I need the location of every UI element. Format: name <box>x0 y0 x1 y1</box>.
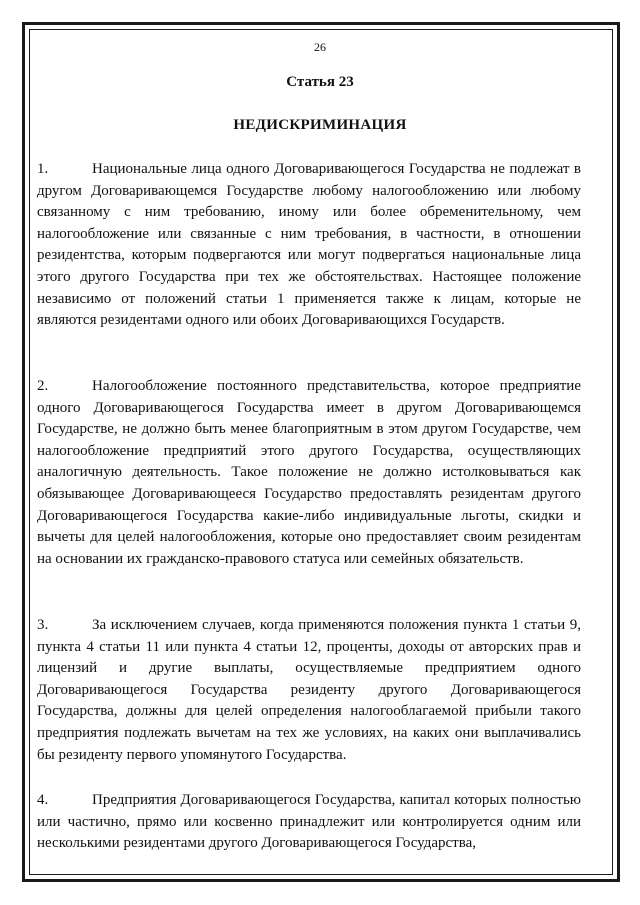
page-number: 26 <box>314 40 326 54</box>
paragraph-4-number: 4. <box>37 792 49 808</box>
paragraph-2-text: Налогообложение постоянного представительства, которое предприятие одного Договаривающегося Государства имеет в другом Договаривающемся Государстве, не должно быть менее благоприятным в этом другом Государстве, чем налогообложение предприятий этого другого Государства, осуществляющих аналогичную деятельность. Такое положение не должно истолковываться как обязывающее Договаривающееся Государство предоставлять резидентам другого Договаривающегося Государства какие-либо индивидуальные льготы, скидки и вычеты для целей налогообложения, которые оно предоставляет своим резидентам на основании их гражданско-правового статуса или семейных обязательств. <box>37 378 581 567</box>
paragraph-3-number: 3. <box>37 617 49 633</box>
paragraph-3-text: За исключением случаев, когда применяются положения пункта 1 статьи 9, пункта 4 статьи 11 или пункта 4 статьи 12, проценты, доходы от авторских прав и лицензий и другие выплаты, осуществляемые предприятием одного Договаривающегося Государства резиденту другого Договаривающегося Государства, должны для целей определения налогооблагаемой прибыли такого предприятия подлежать вычетам на тех же условиях, на каких они выплачивались бы резиденту первого упомянутого Государства. <box>37 617 581 763</box>
paragraph-3 <box>37 615 581 766</box>
paragraph-2-number: 2. <box>37 378 49 394</box>
paragraph-1-text: Национальные лица одного Договаривающегося Государства не подлежат в другом Договаривающемся Государстве любому налогообложению или любому связанному с ним требованию, иному или более обременительному, чем налогообложение или связанные с ним требования, в частности, в отношении резидентства, которым подвергаются или могут подвергаться национальные лица этого другого Государства при тех же обстоятельствах. Настоящее положение независимо от положений статьи 1 применяется также к лицам, которые не являются резидентами одного или обоих Договаривающихся Государств. <box>37 161 581 329</box>
article-title: НЕДИСКРИМИНАЦИЯ <box>233 117 407 133</box>
paragraph-2 <box>37 376 581 570</box>
paragraph-4-text: Предприятия Договаривающегося Государства, капитал которых полностью или частично, прямо или косвенно принадлежит или контролируется одним или несколькими резидентами другого Договаривающегося Государства, <box>37 792 581 852</box>
paragraph-4 <box>37 790 581 855</box>
article-heading: Статья 23 <box>286 74 354 90</box>
paragraph-1-number: 1. <box>37 161 49 177</box>
paragraph-1 <box>37 159 581 332</box>
